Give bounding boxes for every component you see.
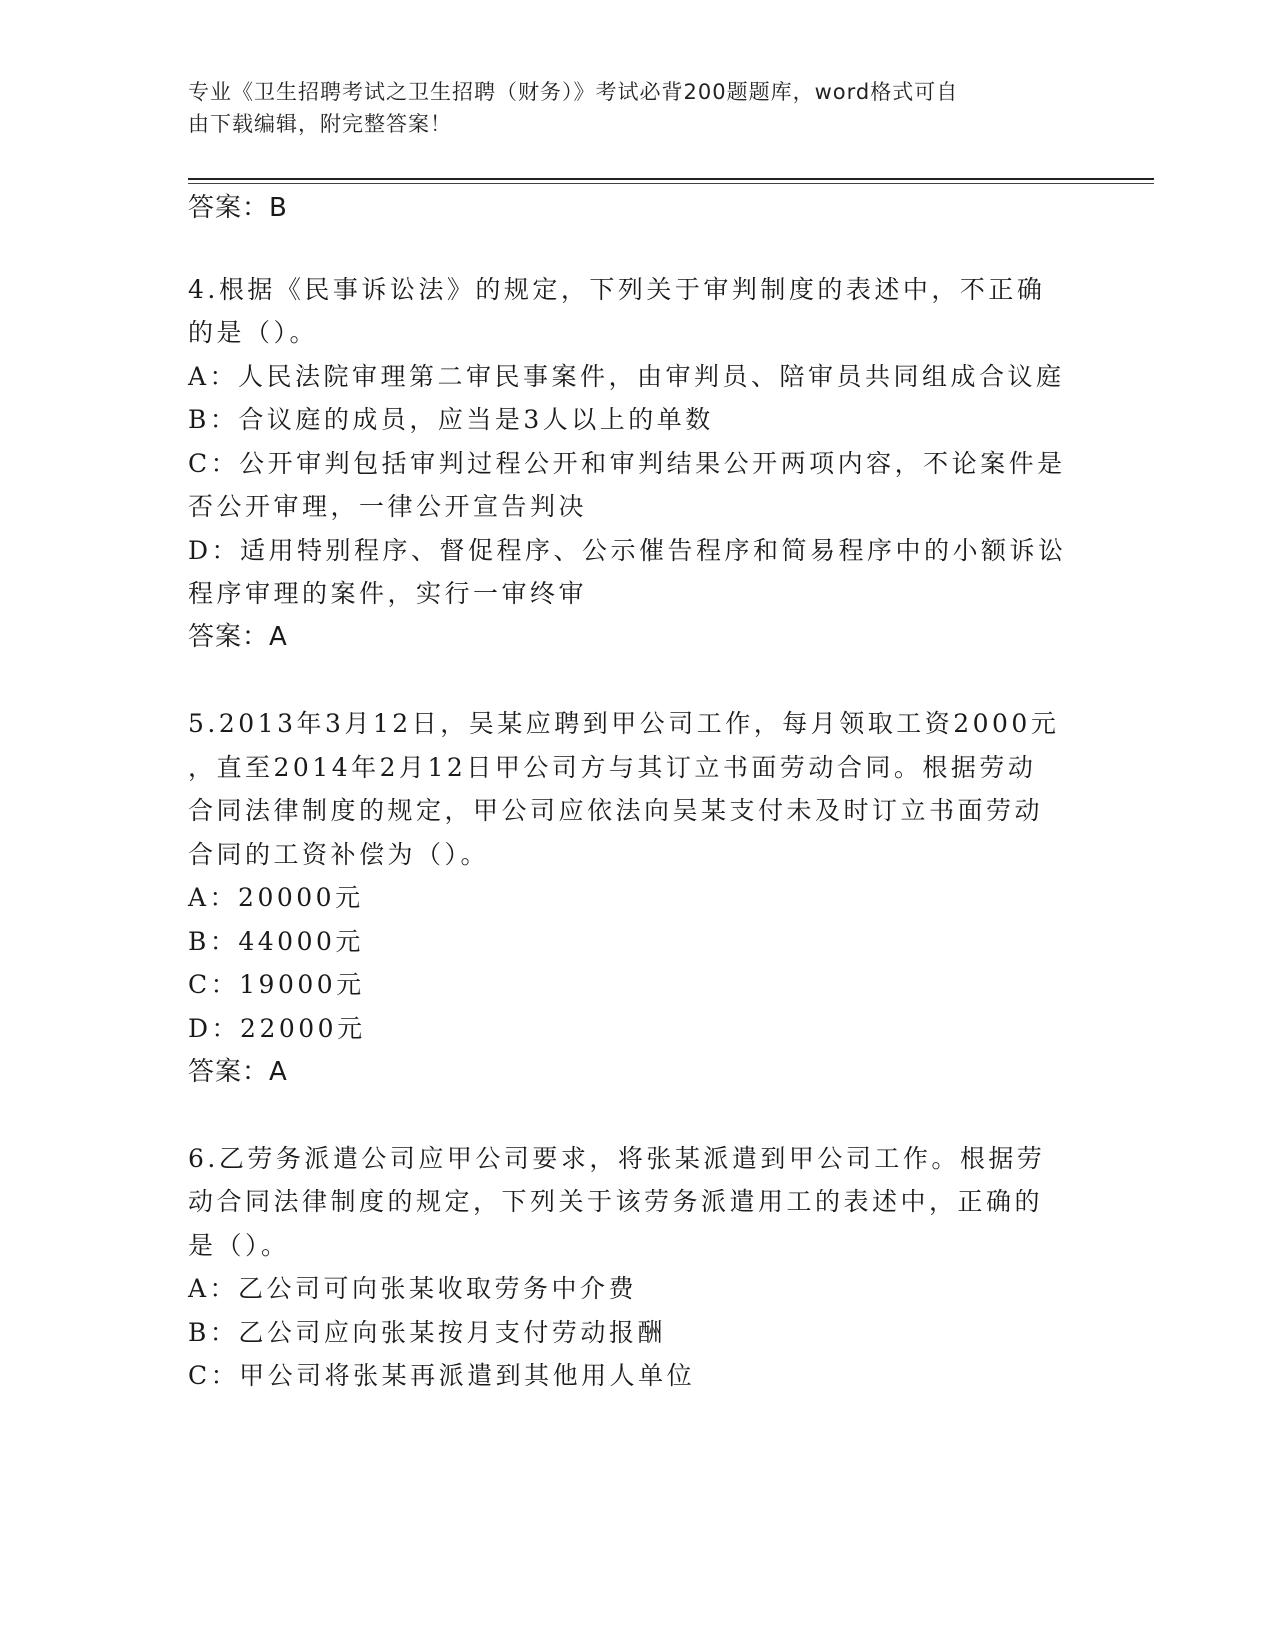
q5-option-c: C：19000元 xyxy=(188,970,365,999)
header-rule-thin xyxy=(188,183,1154,184)
header-rule-thick xyxy=(188,178,1154,180)
header-line-1: 专业《卫生招聘考试之卫生招聘（财务）》考试必背200题题库，word格式可自 xyxy=(188,80,959,104)
q4-option-b: B：合议庭的成员，应当是3人以上的单数 xyxy=(188,405,714,434)
q6-option-c: C：甲公司将张某再派遣到其他用人单位 xyxy=(188,1361,696,1390)
q4-option-c-line-1: C：公开审判包括审判过程公开和审判结果公开两项内容，不论案件是 xyxy=(188,449,1066,478)
q4-option-d-line-2: 程序审理的案件，实行一审终审 xyxy=(188,579,588,608)
q5-option-b: B：44000元 xyxy=(188,927,364,956)
q5-stem-line-2: ，直至2014年2月12日甲公司方与其订立书面劳动合同。根据劳动 xyxy=(188,753,1037,782)
q4-option-c-line-2: 否公开审理，一律公开宣告判决 xyxy=(188,492,588,521)
header-line-2: 由下载编辑，附完整答案！ xyxy=(188,112,452,136)
q4-answer: 答案：A xyxy=(188,622,288,652)
q5-answer: 答案：A xyxy=(188,1057,288,1087)
page-header xyxy=(188,76,1068,140)
q4-stem-line-1: 4.根据《民事诉讼法》的规定，下列关于审判制度的表述中，不正确 xyxy=(188,275,1046,304)
q5-stem-line-1: 5.2013年3月12日，吴某应聘到甲公司工作，每月领取工资2000元 xyxy=(188,709,1060,738)
previous-answer: 答案：B xyxy=(188,193,288,223)
q4-stem-line-2: 的是（）。 xyxy=(188,318,319,347)
q5-option-a: A：20000元 xyxy=(188,883,364,912)
q6-stem-line-1: 6.乙劳务派遣公司应甲公司要求，将张某派遣到甲公司工作。根据劳 xyxy=(188,1144,1046,1173)
q5-stem-line-4: 合同的工资补偿为（）。 xyxy=(188,840,490,869)
q6-stem-line-3: 是（）。 xyxy=(188,1231,290,1260)
q6-stem-line-2: 动合同法律制度的规定，下列关于该劳务派遣用工的表述中，正确的 xyxy=(188,1187,1044,1216)
q6-option-a: A：乙公司可向张某收取劳务中介费 xyxy=(188,1274,638,1303)
q5-stem-line-3: 合同法律制度的规定，甲公司应依法向吴某支付未及时订立书面劳动 xyxy=(188,796,1044,825)
q5-option-d: D：22000元 xyxy=(188,1014,366,1043)
q4-option-d-line-1: D：适用特别程序、督促程序、公示催告程序和简易程序中的小额诉讼 xyxy=(188,536,1067,565)
q4-option-a: A：人民法院审理第二审民事案件，由审判员、陪审员共同组成合议庭 xyxy=(188,362,1065,391)
q6-option-b: B：乙公司应向张某按月支付劳动报酬 xyxy=(188,1318,666,1347)
